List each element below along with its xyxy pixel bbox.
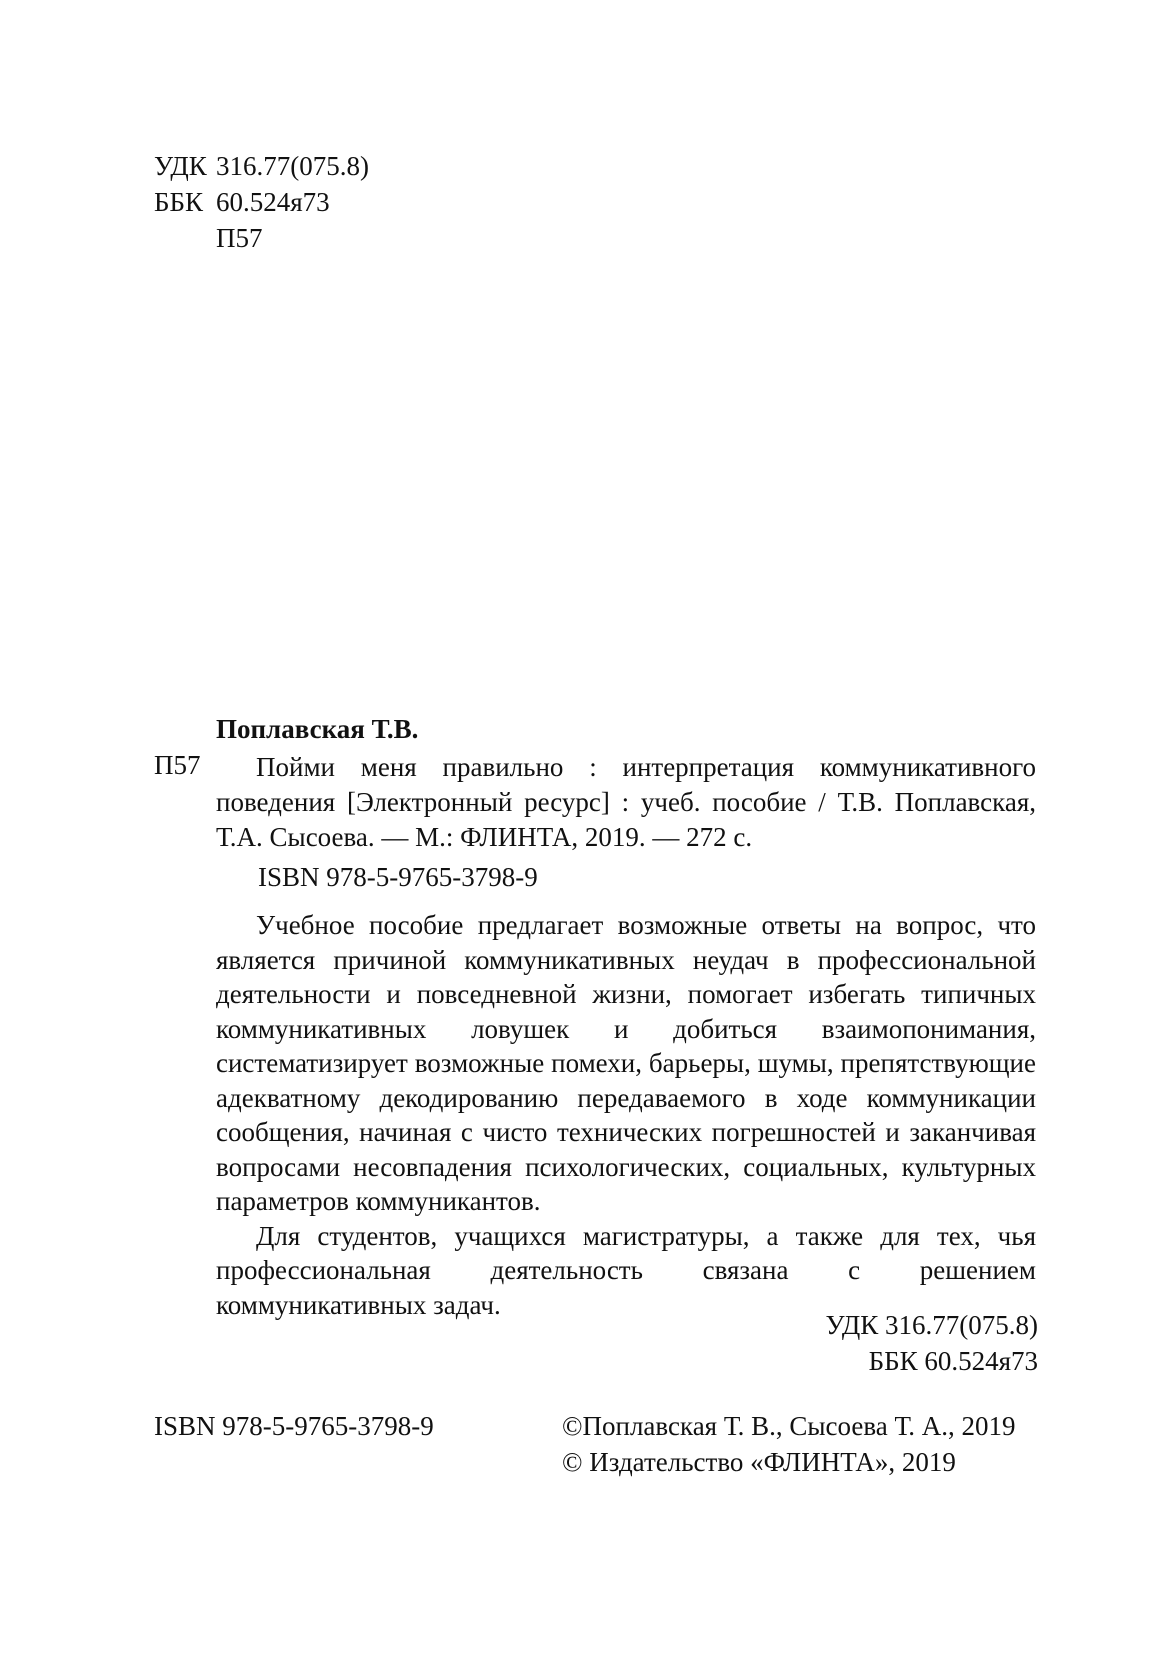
bbk-label: ББК — [154, 187, 204, 217]
abstract-paragraph-1: Учебное пособие предлагает возможные ответы на вопрос, что является причиной коммуникативных неудач в профессиональной деятельности и повседневной жизни, помогает избегать типичных коммуникативных ловушек и добиться взаимопонимания, систематизирует возможные помехи, барьеры, шумы, препятствующие адекватному декодированию передаваемого в ходе коммуникации сообщения, начиная с чисто технических погрешностей и заканчивая вопросами несовпадения психологических, социальных, культурных параметров коммуникантов. — [216, 910, 1036, 1216]
udk-header — [154, 148, 369, 184]
entry-code: П57 — [154, 750, 201, 780]
udk-label: УДК — [154, 151, 207, 181]
entry-isbn: ISBN 978-5-9765-3798-9 — [258, 862, 538, 892]
entry-description: Пойми меня правильно : интерпретация коммуникативного поведения [Электронный ресурс] : учеб. пособие / Т.В. Поплавская, Т.А. Сысоева. — М.: ФЛИНТА, 2019. — 272 с. — [216, 752, 1036, 852]
bbk-value: 60.524я73 — [216, 187, 330, 217]
author-code-header: П57 — [216, 223, 263, 253]
copyright-authors: ©Поплавская Т. В., Сысоева Т. А., 2019 — [562, 1411, 1016, 1441]
footer-isbn: ISBN 978-5-9765-3798-9 — [154, 1411, 434, 1441]
classification-udk: УДК 316.77(075.8) — [825, 1310, 1038, 1340]
bbk-header — [154, 184, 330, 220]
abstract — [216, 908, 1036, 1322]
classification-bbk: ББК 60.524я73 — [868, 1346, 1038, 1376]
copyright-publisher: © Издательство «ФЛИНТА», 2019 — [562, 1447, 956, 1477]
udk-value: 316.77(075.8) — [216, 151, 369, 181]
entry-author: Поплавская Т.В. — [216, 714, 419, 744]
abstract-paragraph-2: Для студентов, учащихся магистратуры, а также для тех, чья профессиональная деятельность связана с решением коммуникативных задач. — [216, 1220, 1036, 1320]
